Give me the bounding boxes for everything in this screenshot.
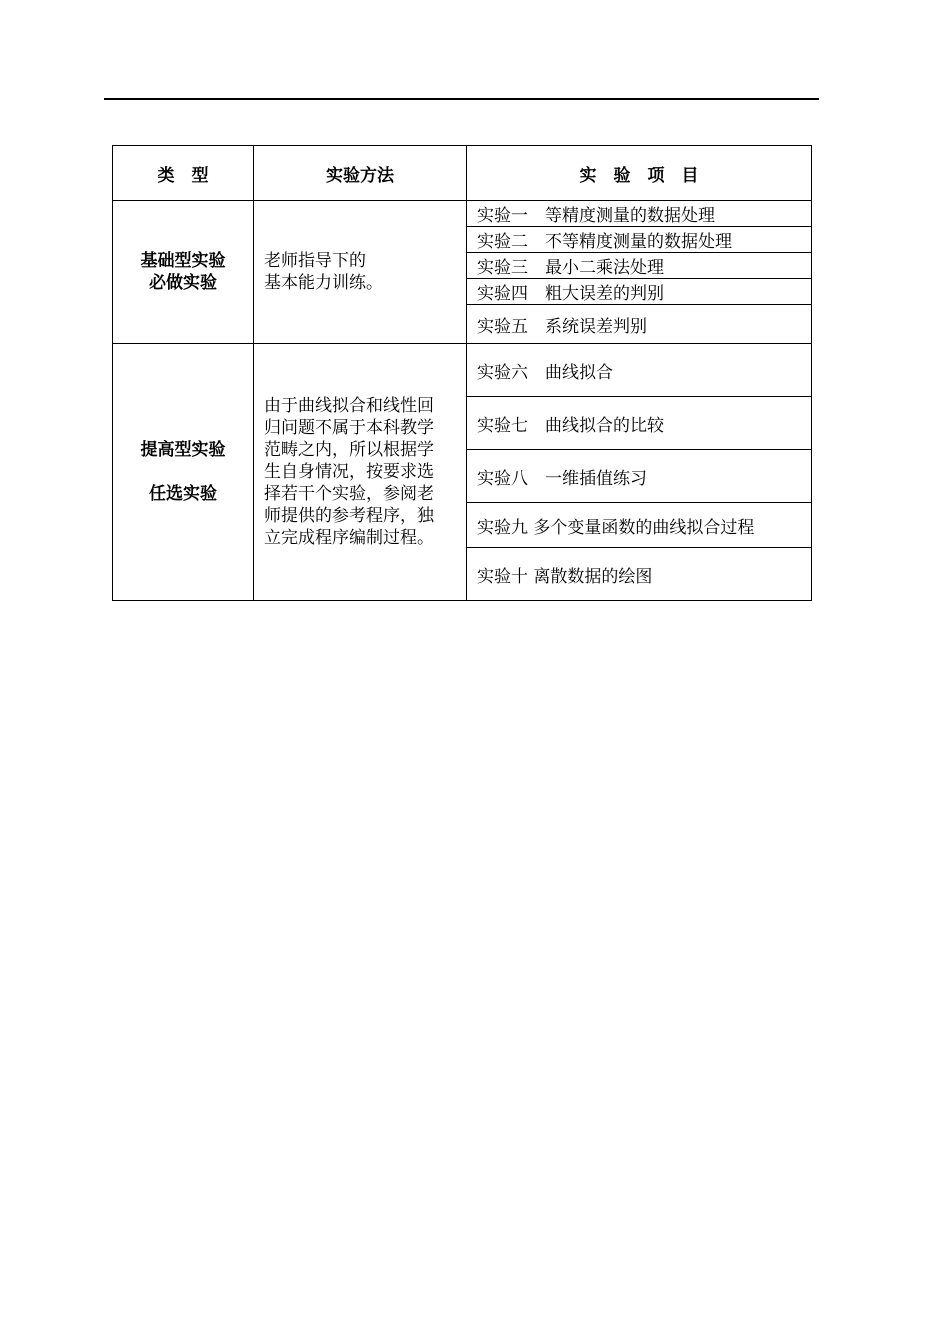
- header-type: 类 型: [113, 146, 254, 201]
- category-line: 提高型实验: [140, 440, 226, 460]
- category-basic: [113, 201, 254, 344]
- table-header-row: [113, 146, 812, 201]
- method-line: 基本能力训练。: [264, 273, 383, 293]
- category-advanced: [113, 344, 254, 601]
- category-line: 基础型实验: [140, 251, 226, 271]
- method-line: 生自身情况，按要求选: [264, 462, 434, 482]
- method-line: 归问题不属于本科教学: [264, 418, 434, 438]
- experiment-item: 实验二 不等精度测量的数据处理: [467, 227, 812, 253]
- method-line: 范畴之内，所以根据学: [264, 440, 434, 460]
- experiment-item: 实验四 粗大误差的判别: [467, 279, 812, 305]
- method-line: 择若干个实验，参阅老: [264, 484, 434, 504]
- table-row: [113, 344, 812, 397]
- category-line: 任选实验: [149, 484, 217, 504]
- method-line: 由于曲线拟合和线性回: [264, 396, 434, 416]
- header-items: 实 验 项 目: [467, 146, 812, 201]
- category-line: 必做实验: [149, 273, 217, 293]
- method-line: 老师指导下的: [264, 251, 366, 271]
- experiment-item: 实验五 系统误差判别: [467, 305, 812, 344]
- method-line: 立完成程序编制过程。: [264, 528, 434, 548]
- header-method: 实验方法: [254, 146, 467, 201]
- method-basic: [254, 201, 467, 344]
- experiment-item: 实验六 曲线拟合: [467, 344, 812, 397]
- method-line: 师提供的参考程序，独: [264, 506, 434, 526]
- table-row: [113, 201, 812, 227]
- experiment-item: 实验十 离散数据的绘图: [467, 548, 812, 601]
- experiment-item: 实验一 等精度测量的数据处理: [467, 201, 812, 227]
- experiment-table: [112, 145, 812, 601]
- experiment-item: 实验七 曲线拟合的比较: [467, 397, 812, 450]
- experiment-item: 实验八 一维插值练习: [467, 450, 812, 503]
- experiment-item: 实验三 最小二乘法处理: [467, 253, 812, 279]
- header-rule: [104, 98, 819, 100]
- method-advanced: [254, 344, 467, 601]
- experiment-item: 实验九 多个变量函数的曲线拟合过程: [467, 503, 812, 548]
